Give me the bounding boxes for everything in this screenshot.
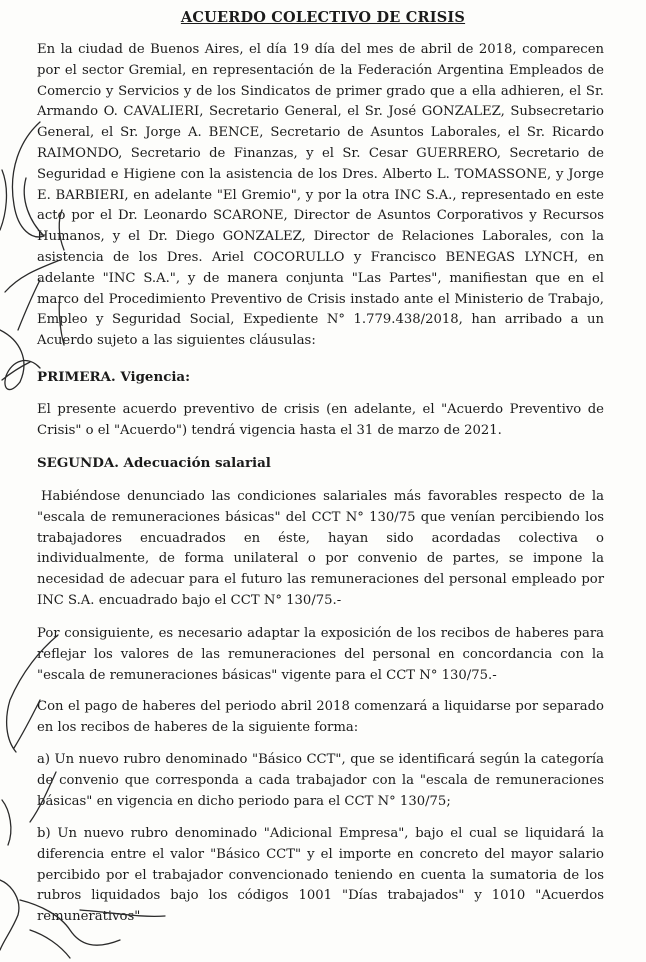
item-b: b) Un nuevo rubro denominado "Adicional Empresa", bajo el cual se liquidará la diferencia entre el valor "Básico CCT" y el importe en concreto del mayor salario percibido por el trabajador convencionado teniendo en cuenta la sumatoria de los rubros liquidados bajo los códigos 1001 "Días trabajados" y 1010 "Acuerdos remunerativos" — [37, 826, 604, 925]
intro-paragraph: En la ciudad de Buenos Aires, el día 19 día del mes de abril de 2018, comparecen por el sector Gremial, en representación de la Federación Argentina Empleados de Comercio y Servicios y de los Sindicatos de primer grado que a ella adhieren, el Sr. Armando O. CAVALIERI, Secretario General, el Sr. José GONZALEZ, Subsecretario General, el Sr. Jorge A. BENCE, Secretario de Asuntos Laborales, el Sr. Ricardo RAIMONDO, Secretario de Finanzas, y el Sr. Cesar GUERRERO, Secretario de Seguridad e Higiene con la asistencia de los Dres. Alberto L. TOMASSONE, y Jorge E. BARBIERI, en adelante "El Gremio", y por la otra INC S.A., representado en este acto por el Dr. Leonardo SCARONE, Director de Asuntos Corporativos y Recursos Humanos, y el Dr. Diego GONZALEZ, Director de Relaciones Laborales, con la asistencia de los Dres. Ariel COCORULLO y Francisco BENEGAS LYNCH, en adelante "INC S.A.", y de manera conjunta "Las Partes", manifiestan que en el marco del Procedimiento Preventivo de Crisis instado ante el Ministerio de Trabajo, Empleo y Seguridad Social, Expediente N° 1.779.438/2018, han arribado a un Acuerdo sujeto a las siguientes cláusulas: — [37, 42, 604, 349]
section2-paragraph-1: Habiéndose denunciado las condiciones salariales más favorables respecto de la "escala de remuneraciones básicas" del CCT N° 130/75 que venían percibiendo los trabajadores encuadrados en éste, hayan sido acordadas colectiva o individualmente, de forma unilateral o por convenio de partes, se impone la necesidad de adecuar para el futuro las remuneraciones del personal empleado por INC S.A. encuadrado bajo el CCT N° 130/75.- — [37, 489, 604, 608]
section1-text: El presente acuerdo preventivo de crisis (en adelante, el "Acuerdo Preventivo de Crisis" o el "Acuerdo") tendrá vigencia hasta el 31 de marzo de 2021. — [37, 402, 604, 438]
document-title: ACUERDO COLECTIVO DE CRISIS — [180, 9, 466, 26]
section1-heading: PRIMERA. Vigencia: — [37, 369, 191, 385]
item-a: a) Un nuevo rubro denominado "Básico CCT", que se identificará según la categoría de convenio que corresponda a cada trabajador con la "escala de remuneraciones básicas" en vigencia en dicho periodo para el CCT N° 130/75; — [37, 752, 604, 809]
section2-paragraph-3: Con el pago de haberes del periodo abril 2018 comenzará a liquidarse por separado en los recibos de haberes de la siguiente forma: — [37, 699, 604, 735]
section2-heading: SEGUNDA. Adecuación salarial — [37, 455, 271, 471]
section2-paragraph-2: Por consiguiente, es necesario adaptar la exposición de los recibos de haberes para reflejar los valores de las remuneraciones del personal en concordancia con la "escala de remuneraciones básicas" vigente para el CCT N° 130/75.- — [37, 626, 604, 683]
